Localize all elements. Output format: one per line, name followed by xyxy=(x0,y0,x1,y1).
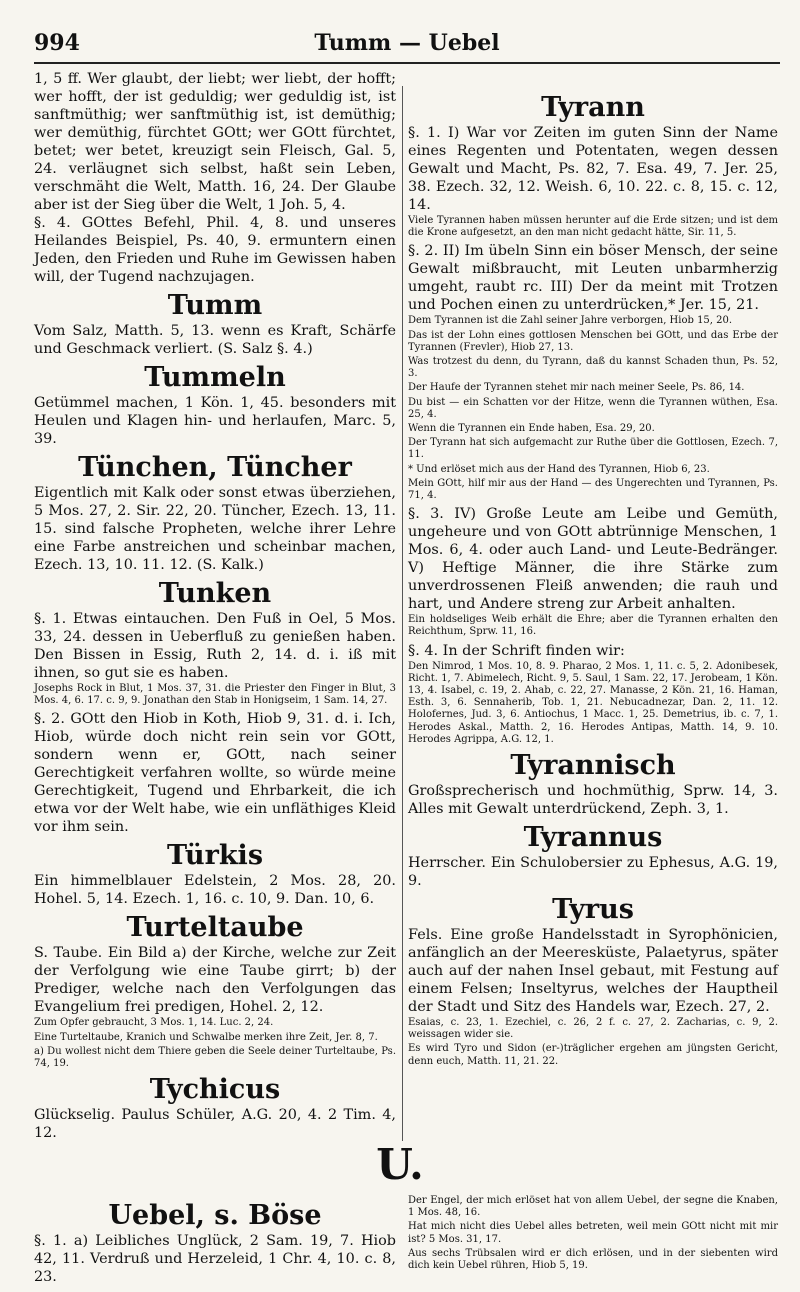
citation-note: Eine Turteltaube, Kranich und Schwalbe merken ihre Zeit, Jer. 8, 7. xyxy=(34,1031,378,1043)
dictionary-entry xyxy=(34,912,396,1070)
dictionary-entry xyxy=(34,840,396,908)
dictionary-entry xyxy=(34,1074,396,1142)
header-rule xyxy=(34,62,780,64)
entry-heading: Tummeln xyxy=(144,362,286,393)
section-letter: U. xyxy=(376,1140,424,1189)
entry-heading: Türkis xyxy=(166,840,264,872)
page-header xyxy=(34,30,780,60)
entry-paragraph: §. 2. GOtt den Hiob in Koth, Hiob 9, 31. d. i. Ich, Hiob, würde doch nicht rein sein vor GOtt, sondern wenn er, GOtt, nach seiner Gerechtigkeit verfahren wollte, so würde meine Gerechtigkeit, Tugend und Ehrbarkeit, die ich etwa vor der Welt habe, wie ein unfläthiges Kleid vor ihm sein. xyxy=(34,711,396,836)
citation-note: Der Engel, der mich erlöset hat von allem Uebel, der segne die Knaben, 1 Mos. 48, 16. xyxy=(408,1195,778,1219)
page-number: 994 xyxy=(34,30,80,56)
entry-heading: Tumm xyxy=(167,290,263,321)
dictionary-entry xyxy=(34,70,396,286)
citation-note: Aus sechs Trübsalen wird er dich erlösen, und in der siebenten wird dich kein Uebel rühren, Hiob 5, 19. xyxy=(408,1247,778,1272)
citation-note: Ein holdseliges Weib erhält die Ehre; aber die Tyrannen erhalten den Reichthum, Sprw. 11, 16. xyxy=(408,614,778,638)
dictionary-entry xyxy=(34,290,396,358)
right-column xyxy=(408,88,778,1144)
running-title: Tumm — Uebel xyxy=(314,30,500,56)
citation-note: Der Haufe der Tyrannen stehet mir nach meiner Seele, Ps. 86, 14. xyxy=(408,382,745,394)
dictionary-entry xyxy=(408,822,778,890)
bottom-right-column xyxy=(408,1194,778,1274)
entry-heading: Tyrann xyxy=(541,92,645,123)
citation-note: Der Tyrann hat sich aufgemacht zur Ruthe über die Gottlosen, Ezech. 7, 11. xyxy=(408,437,778,461)
citation-note: Es wird Tyro und Sidon (er-)träglicher ergehen am jüngsten Gericht, denn euch, Matth. 11, 21. 22. xyxy=(408,1043,778,1067)
entry-paragraph: §. 1. I) War vor Zeiten im guten Sinn der Name eines Regenten und Potentaten, wegen dessen Gewalt und Macht, Ps. 82, 7. Esa. 49, 7. Jer. 25, 38. Ezech. 32, 12. Weish. 6, 10. 22. c. 8, 15. c. 12, 14. xyxy=(408,125,778,213)
citation-note: Viele Tyrannen haben müssen herunter auf die Erde sitzen; und ist dem die Krone aufgesetzt, an den man nicht gedacht hätte, Sir. 11, 5. xyxy=(408,215,778,239)
entry-paragraph: Ein himmelblauer Edelstein, 2 Mos. 28, 20. Hohel. 5, 14. Ezech. 1, 16. c. 10, 9. Dan. 10, 6. xyxy=(34,873,396,908)
entry-heading: Tünchen, Tüncher xyxy=(78,452,352,483)
entry-paragraph: §. 4. GOttes Befehl, Phil. 4, 8. und unseres Heilandes Beispiel, Ps. 40, 9. ermuntern einen Jeden, den Frieden und Ruhe im Gewissen haben will, der Tugend nachzujagen. xyxy=(34,215,396,285)
dictionary-entry xyxy=(408,894,778,1068)
citation-note: Hat mich nicht dies Uebel alles betreten, weil mein GOtt nicht mit mir ist? 5 Mos. 31, 17. xyxy=(408,1221,778,1245)
entry-paragraph: Vom Salz, Matth. 5, 13. wenn es Kraft, Schärfe und Geschmack verliert. (S. Salz §. 4.) xyxy=(34,323,396,357)
entry-paragraph: Eigentlich mit Kalk oder sonst etwas überziehen, 5 Mos. 27, 2. Sir. 22, 20. Tüncher, Ezech. 13, 11. 15. sind falsche Propheten, welche ihrer Lehre eine Farbe anstreichen und scheinbar machen, Ezech. 13, 10. 11. 12. (S. Kalk.) xyxy=(34,485,396,573)
citation-note: Das ist der Lohn eines gottlosen Menschen bei GOtt, und das Erbe der Tyrannen (Frevler), Hiob 27, 13. xyxy=(408,329,778,353)
citation-note: Dem Tyrannen ist die Zahl seiner Jahre verborgen, Hiob 15, 20. xyxy=(408,315,733,327)
entry-heading: Tychicus xyxy=(149,1074,281,1106)
citation-note: Was trotzest du denn, du Tyrann, daß du kannst Schaden thun, Ps. 52, 3. xyxy=(408,356,778,380)
citation-note: Esaias, c. 23, 1. Ezechiel, c. 26, 2 f. c. 27, 2. Zacharias, c. 9, 2. weissagen wider sie. xyxy=(408,1017,778,1041)
column-divider xyxy=(402,86,403,1141)
dictionary-entry xyxy=(408,242,778,502)
citation-note: * Und erlöset mich aus der Hand des Tyrannen, Hiob 6, 23. xyxy=(408,463,710,475)
citation-note: Zum Opfer gebraucht, 3 Mos. 1, 14. Luc. 2, 24. xyxy=(34,1017,274,1029)
left-column xyxy=(34,70,396,1140)
entry-heading: Turteltaube xyxy=(126,912,304,944)
citation-note: Du bist — ein Schatten vor der Hitze, wenn die Tyrannen wüthen, Esa. 25, 4. xyxy=(408,396,778,420)
citation-note: Wenn die Tyrannen ein Ende haben, Esa. 29, 20. xyxy=(408,423,655,435)
dictionary-entry xyxy=(34,710,396,836)
entry-paragraph: Großsprecherisch und hochmüthig, Sprw. 14, 3. Alles mit Gewalt unterdrückend, Zeph. 3, 1. xyxy=(408,783,778,818)
entry-paragraph: §. 4. In der Schrift finden wir: xyxy=(408,642,625,659)
dictionary-entry xyxy=(408,92,778,239)
entry-paragraph: Getümmel machen, 1 Kön. 1, 45. besonders mit Heulen und Klagen hin- und herlaufen, Marc. 5, 39. xyxy=(34,395,396,447)
entry-paragraph: Glückselig. Paulus Schüler, A.G. 20, 4. 2 Tim. 4, 12. xyxy=(34,1107,396,1142)
citation-note: Josephs Rock in Blut, 1 Mos. 37, 31. die Priester den Finger in Blut, 3 Mos. 4, 6. 17. c. 9, 9. Jonathan den Stab in Honigseim, 1 Sam. 14, 27. xyxy=(34,683,396,707)
entry-heading: Uebel, s. Böse xyxy=(108,1200,322,1231)
entry-paragraph: S. Taube. Ein Bild a) der Kirche, welche zur Zeit der Verfolgung wie eine Taube girrt; b) der Prediger, welche nach den Verfolgungen das Evangelium frei predigen, Hohel. 2, 12. xyxy=(34,945,396,1016)
dictionary-entry xyxy=(408,750,778,818)
dictionary-entry xyxy=(34,362,396,448)
dictionary-entry xyxy=(34,452,396,574)
bottom-left-column xyxy=(34,1196,396,1285)
citation-note: Mein GOtt, hilf mir aus der Hand — des Ungerechten und Tyrannen, Ps. 71, 4. xyxy=(408,477,778,502)
citation-note: a) Du wollest nicht dem Thiere geben die Seele deiner Turteltaube, Ps. 74, 19. xyxy=(34,1045,396,1070)
entry-heading: Tyrannus xyxy=(523,822,663,854)
dictionary-entry xyxy=(408,505,778,638)
entry-paragraph: 1, 5 ff. Wer glaubt, der liebt; wer liebt, der hofft; wer hofft, der ist geduldig; wer geduldig ist, ist sanftmüthig; wer sanftmüthig ist, ist demüthig; wer demüthig, fürchtet GOtt; wer GOtt fürchtet, betet; wer betet, kreuzigt sein Fleisch, Gal. 5, 24. verläugnet sich selbst, haßt sein Leben, verschmäht die Welt, Matth. 16, 24. Der Glaube aber ist der Sieg über die Welt, 1 Joh. 5, 4. xyxy=(34,71,396,213)
dictionary-entry xyxy=(408,642,778,746)
dictionary-entry xyxy=(34,578,396,707)
entry-heading: Tunken xyxy=(158,578,272,609)
citation-note: Den Nimrod, 1 Mos. 10, 8. 9. Pharao, 2 Mos. 1, 11. c. 5, 2. Adonibesek, Richt. 1, 7. Abimelech, Richt. 9, 5. Saul, 1 Sam. 22, 17. Jerobeam, 1 Kön. 13, 4. Isabel, c. 19, 2. Ahab, c. 22, 27. Manasse, 2 Kön. 21, 16. Haman, Esth. 3, 6. Sennaherib, Tob. 1, 21. Nebucadnezar, Dan. 2, 11. 12. Holofernes, Jud. 3, 6. Antiochus, 1 Macc. 1, 25. Demetrius, ib. c. 7, 1. Herodes Askal., Matth. 2, 16. Herodes Antipas, Matth. 14, 9. 10. Herodes Agrippa, A.G. 12, 1. xyxy=(408,660,778,745)
entry-heading: Tyrannisch xyxy=(510,750,676,782)
entry-paragraph: §. 2. II) Im übeln Sinn ein böser Mensch, der seine Gewalt mißbraucht, mit Leuten unbarmherzig umgeht, raubt rc. III) Der da meint mit Trotzen und Pochen einen zu unterdrücken,* Jer. 15, 21. xyxy=(408,243,778,314)
entry-paragraph: §. 1. Etwas eintauchen. Den Fuß in Oel, 5 Mos. 33, 24. dessen in Ueberfluß zu genießen haben. Den Bissen in Essig, Ruth 2, 14. d. i. iß mit ihnen, so gut sie es haben. xyxy=(34,611,396,681)
entry-paragraph: §. 1. a) Leibliches Unglück, 2 Sam. 19, 7. Hiob 42, 11. Verdruß und Herzeleid, 1 Chr. 4, 10. c. 8, 23. xyxy=(34,1233,396,1285)
entry-paragraph: §. 3. IV) Große Leute am Leibe und Gemüth, ungeheure und von GOtt abtrünnige Menschen, 1 Mos. 6, 4. oder auch Land- und Leute-Bedränger. V) Heftige Männer, die ihre Stärke zum unverdrossenen Fleiß anwenden; die rauh und hart, und Andere streng zur Arbeit anhalten. xyxy=(408,506,778,613)
entry-paragraph: Herrscher. Ein Schulobersier zu Ephesus, A.G. 19, 9. xyxy=(408,855,778,890)
entry-paragraph: Fels. Eine große Handelsstadt in Syrophönicien, anfänglich an der Meeresküste, Palaetyrus, später auch auf der nahen Insel gebaut, mit Festung auf einem Felsen; Inseltyrus, welches der Hauptheil der Stadt und Sitz des Handels war, Ezech. 27, 2. xyxy=(408,927,778,1016)
entry-heading: Tyrus xyxy=(552,894,634,926)
